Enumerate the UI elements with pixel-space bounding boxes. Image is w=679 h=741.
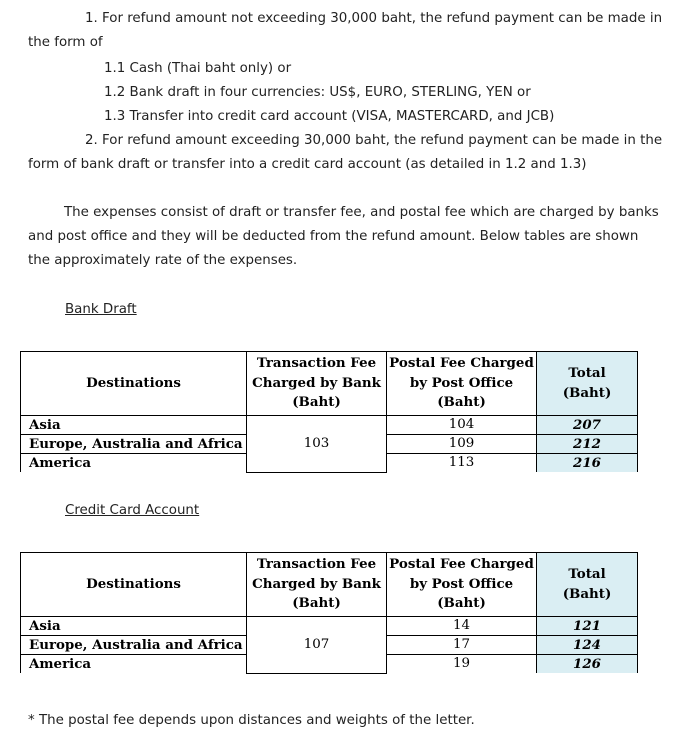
table-row: [21, 416, 638, 435]
table-row: [21, 617, 638, 636]
table-header-row: [21, 553, 638, 617]
bank-draft-heading: Bank Draft: [65, 302, 137, 317]
total-header: Total (Baht): [537, 553, 638, 617]
expenses-paragraph-line-1: The expenses consist of draft or transfer fee, and postal fee which are charged by banks: [64, 205, 659, 220]
postal-fee-cell: 19: [387, 655, 537, 674]
postal-fee-header: Postal Fee Charged by Post Office (Baht): [387, 352, 537, 416]
refund-item-1-line-1: 1. For refund amount not exceeding 30,000 baht, the refund payment can be made in: [85, 11, 663, 26]
destination-cell: Asia: [21, 617, 247, 636]
expenses-paragraph-line-3: the approximately rate of the expenses.: [28, 253, 298, 268]
total-cell: 212: [537, 435, 638, 454]
destination-cell: Europe, Australia and Africa: [21, 636, 247, 655]
total-cell: 216: [537, 454, 638, 473]
postal-fee-footnote: * The postal fee depends upon distances and weights of the letter.: [28, 713, 475, 728]
destination-cell: Asia: [21, 416, 247, 435]
expenses-paragraph-line-2: and post office and they will be deducted from the refund amount. Below tables are shown: [28, 229, 639, 244]
total-cell: 207: [537, 416, 638, 435]
refund-subitem-bank-draft: 1.2 Bank draft in four currencies: US$, EURO, STERLING, YEN or: [104, 85, 531, 100]
transaction-fee-cell: 103: [247, 416, 387, 473]
total-header: Total (Baht): [537, 352, 638, 416]
total-cell: 126: [537, 655, 638, 674]
destination-cell: America: [21, 454, 247, 473]
total-cell: 124: [537, 636, 638, 655]
refund-item-1-line-2: the form of: [28, 35, 103, 50]
postal-fee-cell: 104: [387, 416, 537, 435]
destinations-header: Destinations: [21, 553, 247, 617]
refund-item-2-line-2: form of bank draft or transfer into a credit card account (as detailed in 1.2 and 1.3): [28, 157, 587, 172]
postal-fee-cell: 14: [387, 617, 537, 636]
bank-draft-table: [20, 351, 638, 473]
destination-cell: America: [21, 655, 247, 674]
postal-fee-cell: 17: [387, 636, 537, 655]
destination-cell: Europe, Australia and Africa: [21, 435, 247, 454]
postal-fee-cell: 109: [387, 435, 537, 454]
refund-subitem-cash: 1.1 Cash (Thai baht only) or: [104, 61, 292, 76]
table-header-row: [21, 352, 638, 416]
postal-fee-header: Postal Fee Charged by Post Office (Baht): [387, 553, 537, 617]
credit-card-heading: Credit Card Account: [65, 503, 200, 518]
total-cell: 121: [537, 617, 638, 636]
refund-item-2-line-1: 2. For refund amount exceeding 30,000 baht, the refund payment can be made in the: [85, 133, 663, 148]
destinations-header: Destinations: [21, 352, 247, 416]
transaction-fee-header: Transaction Fee Charged by Bank (Baht): [247, 352, 387, 416]
postal-fee-cell: 113: [387, 454, 537, 473]
transaction-fee-cell: 107: [247, 617, 387, 674]
refund-subitem-credit-card: 1.3 Transfer into credit card account (VISA, MASTERCARD, and JCB): [104, 109, 555, 124]
transaction-fee-header: Transaction Fee Charged by Bank (Baht): [247, 553, 387, 617]
credit-card-table: [20, 552, 638, 674]
